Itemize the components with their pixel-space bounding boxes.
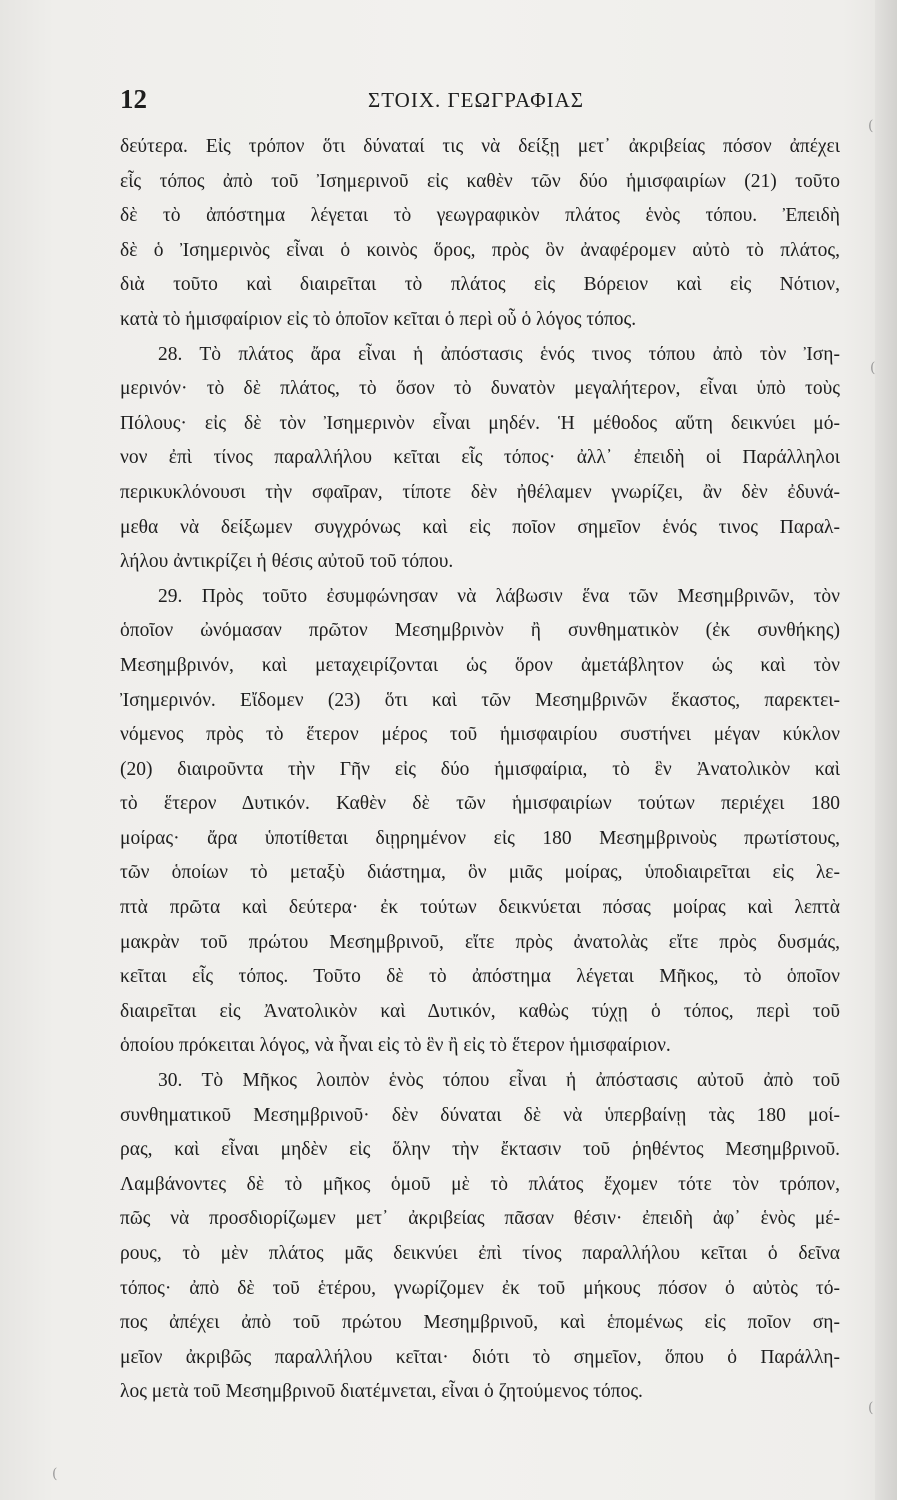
text-line: πος ἀπέχει ἀπὸ τοῦ πρώτου Μεσημβρινοῦ, καὶ ἑπομένως εἰς ποῖον ση- xyxy=(120,1312,840,1334)
text-line: συνθηματικοῦ Μεσημβρινοῦ· δὲν δύναται δὲ νὰ ὑπερβαίνῃ τὰς 180 μοί- xyxy=(120,1104,840,1126)
text-line: μερινόν· τὸ δὲ πλάτος, τὸ ὅσον τὸ δυνατὸν μεγαλήτερον, εἶναι ὑπὸ τοὺς xyxy=(120,378,840,400)
text-line: δεύτερα. Εἰς τρόπον ὅτι δύναταί τις νὰ δείξῃ μετ᾽ ἀκριβείας πόσον ἀπέχει xyxy=(120,136,840,157)
text-line: τόπος· ἀπὸ δὲ τοῦ ἑτέρου, γνωρίζομεν ἐκ τοῦ μήκους πόσον ὁ αὐτὸς τό- xyxy=(120,1277,840,1299)
text-line: μοίρας· ἄρα ὑποτίθεται διῃρημένον εἰς 180 Μεσημβρινοὺς πρωτίστους, xyxy=(120,827,840,849)
text-line: πτὰ πρῶτα καὶ δεύτερα· ἐκ τούτων δεικνύεται πόσας μοίρας καὶ λεπτὰ xyxy=(120,897,840,919)
text-line: νόμενος πρὸς τὸ ἕτερον μέρος τοῦ ἡμισφαιρίου συστήνει μέγαν κύκλον xyxy=(120,724,840,746)
text-line: ὁποίου πρόκειται λόγος, νὰ ἦναι εἰς τὸ ἓν ἢ εἰς τὸ ἕτερον ἡμισφαίριον. xyxy=(120,1035,671,1057)
margin-mark: ( xyxy=(868,118,874,134)
page-header xyxy=(120,84,840,124)
page-number: 12 xyxy=(120,84,147,114)
text-line: τῶν ὁποίων τὸ μεταξὺ διάστημα, ὃν μιᾶς μοίρας, ὑποδιαιρεῖται εἰς λε- xyxy=(120,862,840,884)
text-line: περικυκλόνουσι τὴν σφαῖραν, τίποτε δὲν ἠθέλαμεν γνωρίζει, ἂν δὲν ἐδυνά- xyxy=(120,481,840,503)
paragraph-30-start: 30. Τὸ Μῆκος λοιπὸν ἑνὸς τόπου εἶναι ἡ ἀπόστασις αὐτοῦ ἀπὸ τοῦ xyxy=(158,1070,840,1092)
margin-mark: ( xyxy=(870,360,876,376)
text-line: εἷς τόπος ἀπὸ τοῦ Ἰσημερινοῦ εἰς καθὲν τῶν δύο ἡμισφαιρίων (21) τοῦτο xyxy=(120,170,840,192)
text-line: Μεσημβρινόν, καὶ μεταχειρίζονται ὡς ὅρον ἀμετάβλητον ὡς καὶ τὸν xyxy=(120,654,840,676)
running-title: ΣΤΟΙΧ. ΓΕΩΓΡΑΦΙΑΣ xyxy=(368,88,585,112)
text-line: κεῖται εἷς τόπος. Τοῦτο δὲ τὸ ἀπόστημα λέγεται Μῆκος, τὸ ὁποῖον xyxy=(120,966,840,988)
paragraph-28-start: 28. Τὸ πλάτος ἄρα εἶναι ἡ ἀπόστασις ἑνός τινος τόπου ἀπὸ τὸν Ἰση- xyxy=(158,343,840,365)
text-line: πῶς νὰ προσδιορίζωμεν μετ᾽ ἀκριβείας πᾶσαν θέσιν· ἐπειδὴ ἀφ᾽ ἑνὸς μέ- xyxy=(120,1208,840,1230)
text-line: μακρὰν τοῦ πρώτου Μεσημβρινοῦ, εἴτε πρὸς ἀνατολὰς εἴτε πρὸς δυσμάς, xyxy=(120,931,840,953)
body-text xyxy=(120,130,840,1410)
text-line: διὰ τοῦτο καὶ διαιρεῖται τὸ πλάτος εἰς Βόρειον καὶ εἰς Νότιον, xyxy=(120,274,840,296)
text-line: λήλου ἀντικρίζει ἡ θέσις αὐτοῦ τοῦ τόπου. xyxy=(120,551,454,573)
text-line: διαιρεῖται εἰς Ἀνατολικὸν καὶ Δυτικόν, καθὼς τύχῃ ὁ τόπος, περὶ τοῦ xyxy=(120,1000,840,1022)
text-line: Λαμβάνοντες δὲ τὸ μῆκος ὁμοῦ μὲ τὸ πλάτος ἔχομεν τότε τὸν τρόπον, xyxy=(120,1173,840,1195)
text-line: νον ἐπὶ τίνος παραλλήλου κεῖται εἷς τόπος· ἀλλ᾽ ἐπειδὴ οἱ Παράλληλοι xyxy=(120,447,840,469)
paragraph-29-start: 29. Πρὸς τοῦτο ἐσυμφώνησαν νὰ λάβωσιν ἕνα τῶν Μεσημβρινῶν, τὸν xyxy=(158,585,840,607)
text-line: μεῖον ἀκριβῶς παραλλήλου κεῖται· διότι τὸ σημεῖον, ὅπου ὁ Παράλλη- xyxy=(120,1346,840,1368)
page-binding-shadow xyxy=(875,0,897,1500)
text-line: ὁποῖον ὠνόμασαν πρῶτον Μεσημβρινὸν ἢ συνθηματικὸν (ἐκ συνθήκης) xyxy=(120,620,840,642)
margin-mark: ( xyxy=(52,1466,58,1482)
text-line: δὲ ὁ Ἰσημερινὸς εἶναι ὁ κοινὸς ὅρος, πρὸς ὃν ἀναφέρομεν αὐτὸ τὸ πλάτος, xyxy=(120,239,840,261)
text-line: (20) διαιροῦντα τὴν Γῆν εἰς δύο ἡμισφαίρια, τὸ ἓν Ἀνατολικὸν καὶ xyxy=(120,758,840,780)
text-line: δὲ τὸ ἀπόστημα λέγεται τὸ γεωγραφικὸν πλάτος ἑνὸς τόπου. Ἐπειδὴ xyxy=(120,205,840,227)
text-line: ρας, καὶ εἶναι μηδὲν εἰς ὅλην τὴν ἔκτασιν τοῦ ῥηθέντος Μεσημβρινοῦ. xyxy=(120,1139,840,1161)
text-line: Πόλους· εἰς δὲ τὸν Ἰσημερινὸν εἶναι μηδέν. Ἡ μέθοδος αὕτη δεικνύει μό- xyxy=(120,412,840,434)
text-line: μεθα νὰ δείξωμεν συγχρόνως καὶ εἰς ποῖον σημεῖον ἑνός τινος Παραλ- xyxy=(120,516,840,538)
text-line: λος μετὰ τοῦ Μεσημβρινοῦ διατέμνεται, εἶναι ὁ ζητούμενος τόπος. xyxy=(120,1381,643,1403)
text-line: τὸ ἕτερον Δυτικόν. Καθὲν δὲ τῶν ἡμισφαιρίων τούτων περιέχει 180 xyxy=(120,793,840,815)
text-line: Ἰσημερινόν. Εἴδομεν (23) ὅτι καὶ τῶν Μεσημβρινῶν ἕκαστος, παρεκτει- xyxy=(120,689,840,711)
text-line: κατὰ τὸ ἡμισφαίριον εἰς τὸ ὁποῖον κεῖται ὁ περὶ οὗ ὁ λόγος τόπος. xyxy=(120,308,637,330)
text-line: ρους, τὸ μὲν πλάτος μᾶς δεικνύει ἐπὶ τίνος παραλλήλου κεῖται ὁ δεῖνα xyxy=(120,1243,840,1264)
margin-mark: ( xyxy=(868,1400,874,1416)
